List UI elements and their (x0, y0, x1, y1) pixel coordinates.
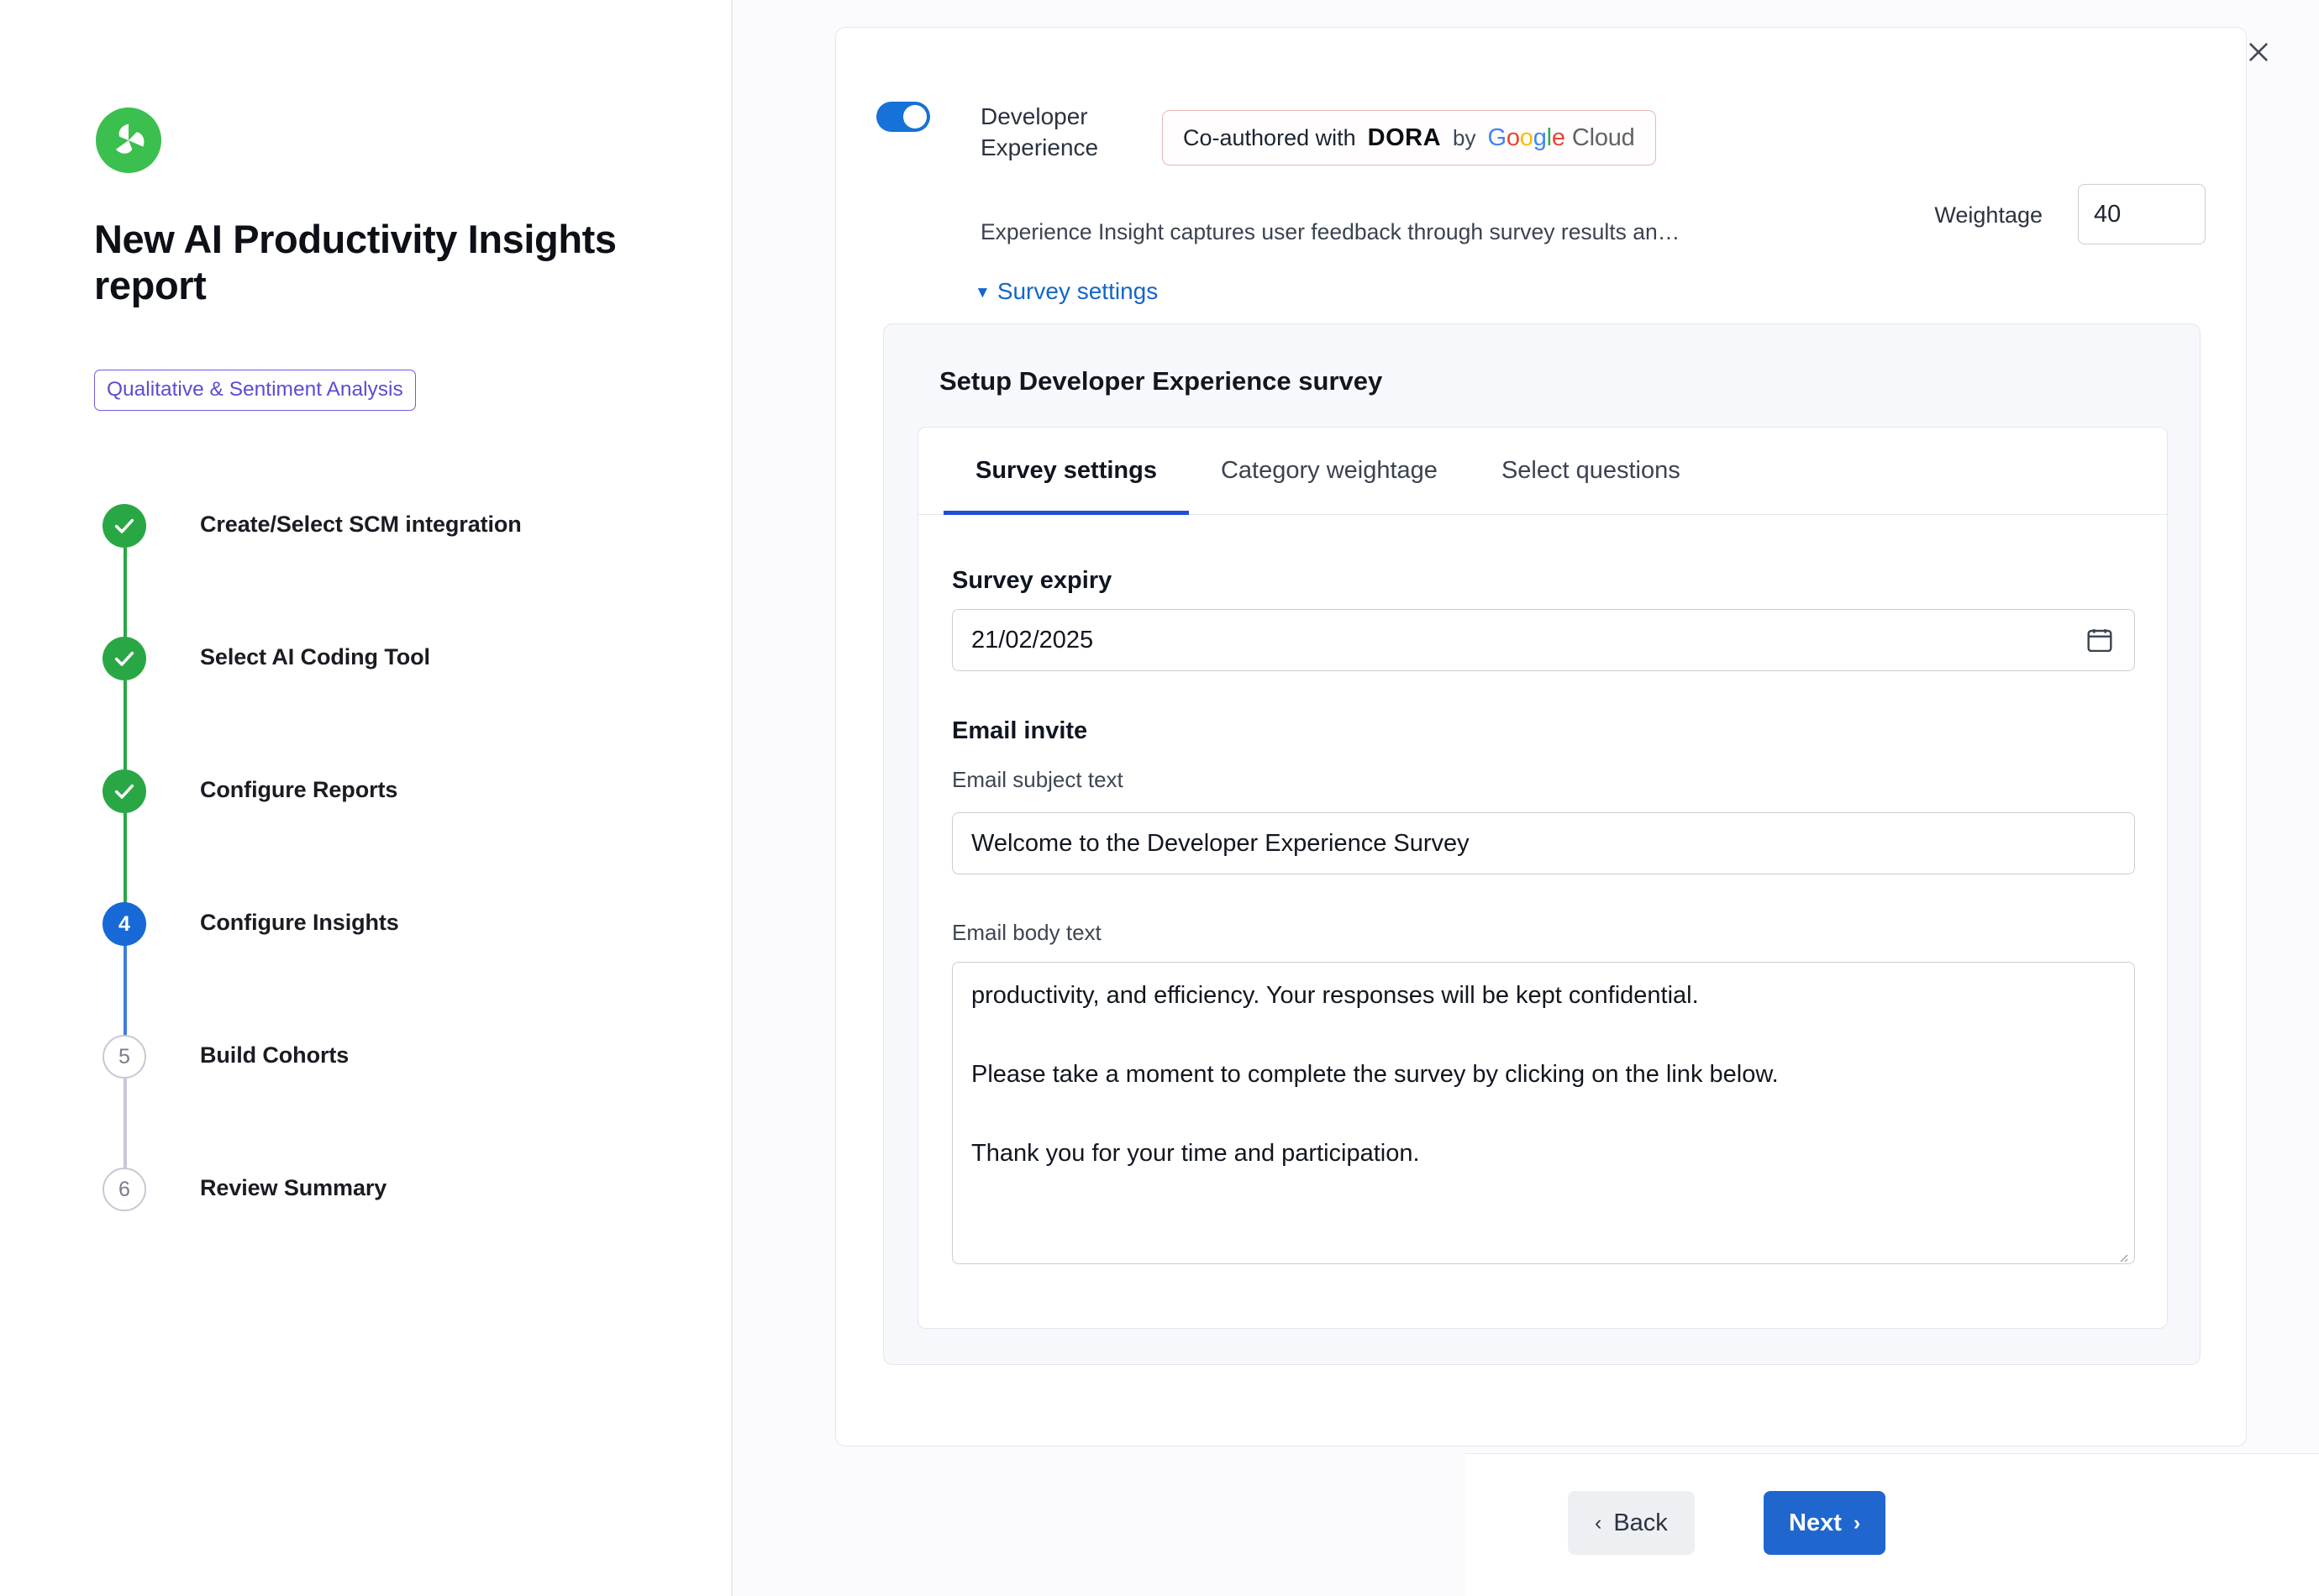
tab-category-weightage[interactable]: Category weightage (1220, 457, 1438, 484)
survey-tab-card (918, 427, 2168, 1329)
step-label: Build Cohorts (200, 1042, 350, 1068)
wizard-footer (1465, 1453, 2319, 1596)
step-number: 6 (103, 1168, 146, 1211)
developer-experience-card (835, 27, 2247, 1446)
tab-survey-settings[interactable]: Survey settings (944, 428, 1189, 515)
survey-settings-toggle-link[interactable] (975, 278, 1158, 305)
step-connector (124, 813, 127, 902)
sidebar-step-create-select-scm-integration[interactable] (94, 504, 682, 637)
sidebar-step-review-summary[interactable] (94, 1168, 682, 1226)
weightage-label: Weightage (1934, 202, 2043, 228)
email-subject-label: Email subject text (952, 767, 1123, 792)
main-content (733, 0, 2319, 1596)
step-label: Review Summary (200, 1175, 387, 1200)
email-body-label: Email body text (952, 920, 1102, 945)
developer-experience-description: Experience Insight captures user feedback through survey results an… (981, 219, 1680, 244)
back-button[interactable] (1568, 1491, 1695, 1555)
developer-experience-toggle[interactable] (876, 102, 930, 132)
tab-select-questions[interactable]: Select questions (1501, 457, 1680, 484)
sidebar-step-configure-reports[interactable] (94, 769, 682, 902)
step-number: 5 (103, 1035, 146, 1079)
google-cloud-text: Cloud (1571, 123, 1635, 151)
propeller-logo-icon (96, 108, 161, 173)
step-label: Select AI Coding Tool (200, 644, 430, 669)
sidebar-step-configure-insights[interactable] (94, 902, 682, 1035)
wizard-stepper (94, 504, 682, 1226)
google-cloud-logo: Google Cloud (1487, 123, 1635, 151)
step-label: Create/Select SCM integration (200, 512, 522, 537)
chevron-right-icon: › (1853, 1510, 1861, 1535)
survey-expiry-label: Survey expiry (952, 567, 1112, 594)
dora-coauthored-badge (1162, 110, 1656, 165)
weightage-input[interactable] (2078, 184, 2206, 244)
page-title: New AI Productivity Insights report (94, 217, 617, 307)
panel-title: Setup Developer Experience survey (939, 366, 1383, 396)
survey-setup-panel (883, 323, 2201, 1365)
back-button-label: Back (1613, 1509, 1668, 1536)
step-status-icon-done (103, 504, 146, 548)
email-subject-input[interactable] (952, 812, 2135, 874)
next-button[interactable] (1764, 1491, 1885, 1555)
survey-expiry-field-wrap (952, 609, 2135, 671)
step-connector (124, 548, 127, 637)
chevron-left-icon: ‹ (1595, 1510, 1602, 1535)
survey-expiry-input[interactable] (952, 609, 2135, 671)
next-button-label: Next (1789, 1509, 1842, 1536)
step-status-icon-done (103, 769, 146, 813)
sidebar (0, 0, 733, 1596)
step-status-icon-done (103, 637, 146, 680)
survey-tabs (918, 428, 2167, 515)
step-connector (124, 1079, 127, 1168)
sidebar-step-build-cohorts[interactable] (94, 1035, 682, 1168)
email-invite-label: Email invite (952, 717, 1088, 744)
by-text: by (1453, 124, 1476, 150)
report-type-tag: Qualitative & Sentiment Analysis (94, 370, 416, 411)
step-connector (124, 680, 127, 769)
step-connector (124, 946, 127, 1035)
sidebar-step-select-ai-coding-tool[interactable] (94, 637, 682, 769)
survey-settings-link-label: Survey settings (996, 278, 1159, 304)
coauthored-text: Co-authored with (1183, 124, 1356, 150)
dora-wordmark: DORA (1367, 123, 1442, 151)
developer-experience-label: Developer Experience (981, 103, 1099, 160)
email-body-textarea[interactable] (952, 962, 2135, 1264)
step-label: Configure Insights (200, 910, 399, 935)
step-number-current: 4 (103, 902, 146, 946)
chevron-down-icon: ▼ (975, 283, 991, 302)
step-label: Configure Reports (200, 777, 398, 802)
